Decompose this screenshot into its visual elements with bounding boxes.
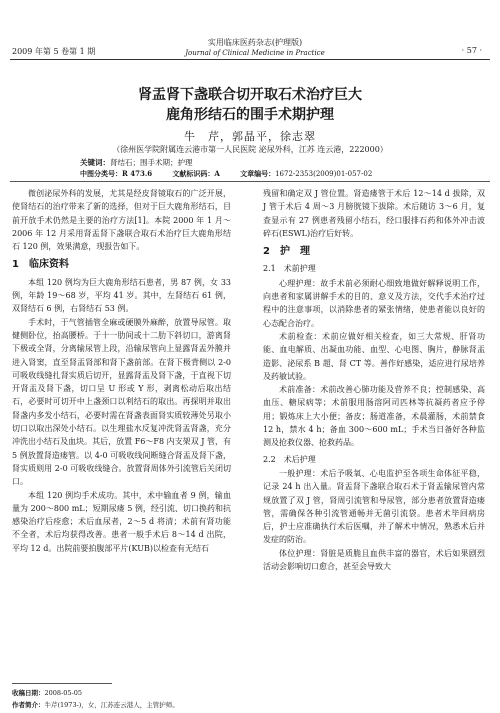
section2-heading: 2 护 理 — [263, 246, 310, 258]
section1-heading: 1 临床资料 — [12, 259, 69, 271]
paragraph: 残留和确定双 J 管位置。肾造瘘管于术后 12～14 d 拔除，双 J 管于术后 4 周～3 月膀胱镜下拔除。术后随访 3～6 月，复查显示有 27 例患者残留小结石，经口服排石药和体外冲击波碎石(ESWL)治疗后好转。 — [263, 189, 485, 238]
footnote-author: 作者简介：牛芹(1973-)，女，江苏连云港人，主管护师。 — [12, 701, 179, 709]
article-title-line1: 肾盂肾下盏联合切开取石术治疗巨大 — [138, 87, 362, 103]
footnote-received: 收稿日期：2008-05-05 — [12, 689, 82, 697]
subsection-heading: 2.1 术前护理 — [263, 264, 316, 274]
article-title-line2: 鹿角形结石的围手术期护理 — [166, 107, 334, 123]
keywords-label: 关键词： — [80, 158, 110, 167]
paragraph: 术前检查：术前应做好相关检查，如三大常规、肝肾功能、血电解质、出凝血功能、血型、心电图、胸片，静脉肾盂造影、泌尿系 B 超、肾 CT 等。善作好感染，适应进行尿培养及药敏试验。 — [263, 331, 485, 381]
article-number: 文章编号：1672-2353(2009)01-057-02 — [240, 169, 373, 178]
paragraph: 一般护理：术后予吸氧、心电监护至各项生命体征平稳，记录 24 h 出入量。肾盂肾下盏联合取石术于肾盂输尿管内常规放置了双 J 管，肾周引流管和导尿管，部分患者放置肾造瘘管，需确保各种引流管通畅并无菌引流袋。患者术毕回病房后，护士应准确执行术后医嘱，并了解术中情况，熟悉术后并发症的防治。 — [263, 468, 485, 545]
clc: 中图分类号：R 473.6 — [80, 169, 153, 178]
paragraph: 本组 120 例均手术成功。其中，术中输血者 9 例，输血量为 200～800 mL；短期尿瘘 5 例，经引流、切口换药和抗感染治疗后痊愈；术后血尿者，2～5 d 将清；术前有肾功能不全者，术后均获得改善。患者一般手术后 8～14 d 出院，平均 12 d。出院前要拍腹部平片(KUB)以检查有无结石 — [12, 490, 231, 553]
keywords — [80, 157, 193, 168]
intro-paragraph: 微创泌尿外科的发展，尤其是经皮肾镜取石的广泛开展，使肾结石的治疗带来了新的选择，但对于巨大鹿角形结石，目前开放手术仍然是主要的治疗方法[1]。本院 2000 年 1 月～2006 年 12 月采用肾盂肾下盏联合取石术治疗巨大鹿角形结石 120 例，效果满意，现报告如下。 — [12, 189, 231, 252]
subsection-heading: 2.2 术后护理 — [263, 454, 316, 464]
classification-line — [80, 169, 408, 179]
page-number: · 57 · — [461, 46, 482, 55]
header-rule — [10, 59, 490, 60]
left-column — [12, 187, 231, 555]
paragraph: 术前准备：术前改善心肺功能及营养不良；控制感染、高血压、糖尿病等；术前服用肠溶阿司匹林等抗凝药者应予停用；锻炼床上大小便；备皮；肠道准备，术晨灌肠，术前禁食 12 h，禁水 4 h；备血 300～600 mL；手术当日备好各种监测及抢救仪器、抢救药品。 — [263, 385, 485, 448]
right-column — [263, 187, 485, 573]
paragraph: 体位护理：肾脏是质脆且血供丰富的器官，术后如果剧烈活动会影响切口愈合，甚至会导致大 — [263, 548, 485, 572]
doc-code: 文献标识码：A — [172, 169, 220, 178]
footnote-rule — [12, 683, 112, 684]
paragraph: 心理护理：故手术前必须耐心细致地做好解释说明工作，向患者和家属讲解手术的目的、意义及方法，交代手术治疗过程中的注意事项，以消除患者的紧张情绪，使患者能以良好的心态配合治疗。 — [263, 278, 485, 328]
keywords-text: 肾结石；围手术期；护理 — [110, 158, 193, 167]
running-header-issue: 2009 年第 5 卷第 1 期 — [12, 47, 96, 56]
paragraph: 手术时，于气管插管全麻或硬膜外麻醉，放置导尿管。取健侧卧位，抬高腰桥。于十一肋间或十二肋下斜切口，游离肾下极或全肾，分离输尿管上段，沿输尿管向上显露肾盂外膜并进入肾窦，直至肾盂肾部和肾下盏前部。在肾下极背侧以 2-0 可吸收线缝扎肾实质后切开，显露肾盂及肾下盏，于直视下切开肾盂及肾下盏，切口呈 U 形或 Y 形，剥离松动后取出结石，必要时可切开中上盏颈口以利结石的取出。再探明并取出肾盏内多发小结石，必要时需在肾盏表面肾实质较薄处另取小切口以取出深处小结石。以生理盐水反复冲洗肾盂肾盏，充分冲洗出小结石及血块。其后，放置 F6～F8 内支架双 J 管，有 5 例放置肾造瘘管。以 4-0 可吸收线间断缝合肾盂及肾下盏，肾实质则用 2-0 可吸收线缝合。放置肾周体外引流管后关闭切口。 — [12, 317, 231, 487]
paragraph: 本组 120 例均为巨大鹿角形结石患者，男 87 例，女 33 例，年龄 19～68 岁，平均 41 岁。其中，左肾结石 61 例，双肾结石 6 例，右肾结石 53 例。 — [12, 277, 231, 314]
journal-name-cn: 实用临床医药杂志(护理版) — [207, 38, 303, 47]
meta-rule — [10, 181, 490, 182]
running-header-journal — [170, 37, 340, 59]
affiliation: （徐州医学院附属连云港市第一人民医院 泌尿外科，江苏 连云港，222000） — [112, 145, 388, 154]
journal-name-en: Journal of Clinical Medicine in Practice — [185, 49, 325, 57]
authors: 牛 芹，郭晶平，徐志翠 — [184, 130, 316, 143]
